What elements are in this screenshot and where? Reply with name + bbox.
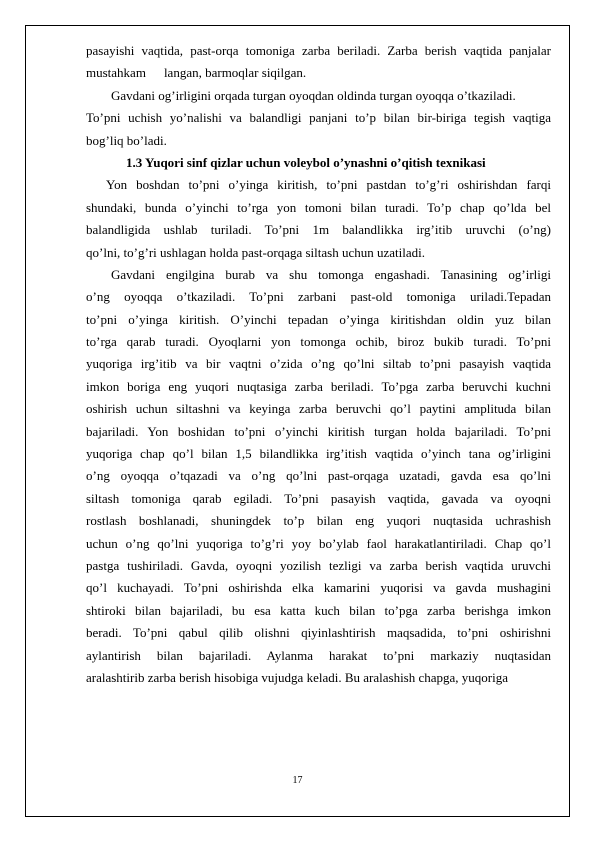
text-line: beradi. To’pni qabul qilib olishni qiyinlashtirish maqsadida, to’pni oshirishni — [86, 625, 551, 641]
text-line: yuqoriga chap qo’l bilan 1,5 bilandlikka irg’itish vaqtida o’yinch tana og’irligini — [86, 446, 551, 462]
text-line: yuqoriga irg’itib va bir vaqtni o’zida o’ng qo’lni siltab to’pni pasayish vaqtida — [86, 356, 551, 372]
text-fragment: mustahkam — [86, 65, 146, 81]
text-line: qo’lni, to’g’ri ushlagan holda past-orqaga siltash uchun uzatiladi. — [86, 244, 425, 260]
text-line: shundaki, bunda o’yinchi to’rga yon tomoni bilan turadi. To’p chap qo’lda bel — [86, 199, 551, 215]
section-heading: 1.3 Yuqori sinf qizlar uchun voleybol o’ynashni o’qitish texnikasi — [126, 154, 486, 170]
text-line: imkon boriga eng yuqori nuqtasiga zarba beriladi. To’pga zarba beruvchi kuchni — [86, 378, 551, 394]
document-body — [86, 40, 551, 689]
text-line: uchun o’ng qo’lni yuqoriga to’g’ri yoy bo’ylab faol harakatlantiriladi. Chap qo’l — [86, 535, 551, 551]
text-line: Yon boshdan to’pni o’yinga kiritish, to’pni pastdan to’g’ri oshirishdan farqi — [106, 177, 551, 193]
text-line: oshirish uchun siltashni va keyinga zarba beruvchi qo’l paytini amplituda bilan — [86, 401, 551, 417]
text-line: balandligida ushlab turiladi. To’pni 1m balandlikka irg’itib uruvchi (o’ng) — [86, 222, 551, 238]
text-line: siltash tomoniga qarab egiladi. To’pni pasayish vaqtida, gavada va oyoqni — [86, 490, 551, 506]
text-line: aralashtirib zarba berish hisobiga vujudga keladi. Bu aralashish chapga, yuqoriga — [86, 669, 509, 685]
text-line: to’pni o’yinga kiritish. O’yinchi tepadan o’yinga kiritishdan oldin yuz bilan — [86, 311, 551, 327]
text-line: o’ng oyoqqa o’tkaziladi. To’pni zarbani past-old tomoniga uriladi.Tepadan — [86, 289, 551, 305]
text-line: pastga tushiriladi. Gavda, oyoqni yozilish tezligi va zarba berish vaqtida uruvchi — [86, 557, 551, 573]
text-line: qo’l kuchayadi. To’pni oshirishda elka kamarini yuqorisi va gavda mushagini — [86, 580, 551, 596]
text-line: to’rga qarab turadi. Oyoqlarni yon tomonga ochib, biroz bukib turadi. To’pni — [86, 334, 551, 350]
text-line: rostlash boshlanadi, shuningdek to’p bilan eng yuqori nuqtasida uchrashish — [86, 513, 551, 529]
text-line: aylantirish bilan bajariladi. Aylanma harakat to’pni markaziy nuqtasidan — [86, 647, 551, 663]
text-fragment: langan, barmoqlar siqilgan. — [163, 65, 307, 81]
text-line: bajariladi. Yon boshidan to’pni o’yinchi kiritish turgan holda bajariladi. To’pni — [86, 423, 551, 439]
text-line: pasayishi vaqtida, past-orqa tomoniga zarba beriladi. Zarba berish vaqtida panjalar — [86, 43, 551, 58]
text-line: shtiroki bilan bajariladi, bu esa katta kuch bilan to’pga zarba berishga imkon — [86, 602, 551, 618]
text-line: To’pni uchish yo’nalishi va balandligi panjani to’p bilan bir-biriga tegish vaqtiga — [86, 110, 551, 126]
text-line: Gavdani og’irligini orqada turgan oyoqdan oldinda turgan oyoqqa o’tkaziladi. — [111, 87, 516, 103]
page-number: 17 — [292, 775, 303, 786]
text-line: Gavdani engilgina burab va shu tomonga engashadi. Tanasining og’irligi — [111, 266, 551, 282]
text-line — [86, 62, 551, 84]
text-line: bog’liq bo’ladi. — [86, 132, 167, 148]
text-line: o’ng oyoqqa o’tqazadi va o’ng qo’lni past-orqaga uzatadi, gavda esa qo’lni — [86, 468, 551, 484]
